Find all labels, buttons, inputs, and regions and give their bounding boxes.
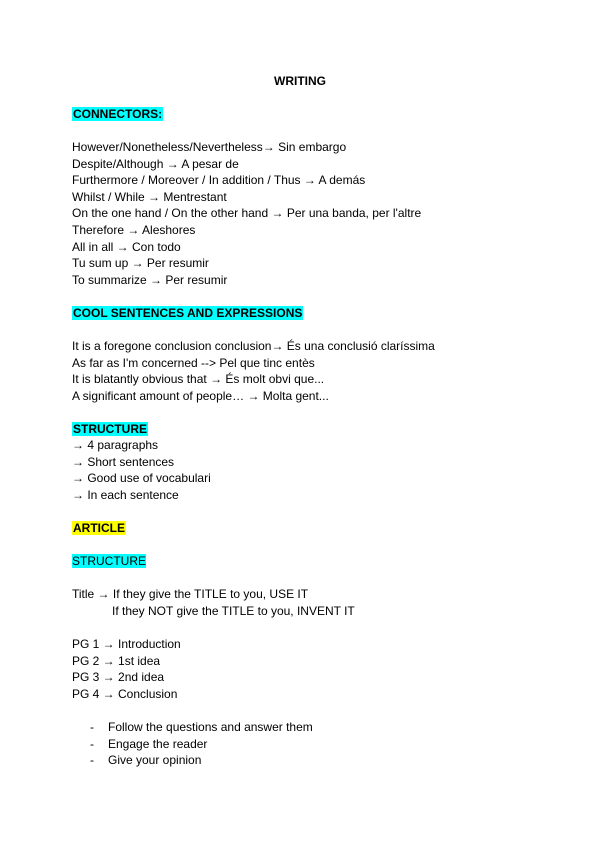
connectors-list — [72, 139, 421, 288]
expression-line: As far as I'm concerned --> Pel que tinc entès — [72, 355, 315, 370]
connector-line: However/Nonetheless/Nevertheless→ Sin embargo — [72, 140, 347, 154]
article-heading-text: ARTICLE — [73, 521, 125, 535]
connector-line: To summarize → Per resumir — [72, 272, 228, 287]
article-structure-heading-text: STRUCTURE — [72, 554, 146, 568]
dash-bullet: - — [90, 720, 94, 734]
article-structure-heading — [72, 553, 146, 569]
structure-line: → Short sentences — [72, 454, 175, 469]
structure-line: → In each sentence — [72, 487, 179, 502]
list-item — [90, 752, 313, 769]
page-title: WRITING — [274, 74, 326, 88]
dash-bullet: - — [90, 753, 94, 768]
cool-sentences-heading — [72, 305, 303, 321]
structure-line: → 4 paragraphs — [72, 438, 159, 452]
title-rule-line-1: Title → If they give the TITLE to you, USE IT — [72, 587, 309, 601]
expression-line: A significant amount of people… → Molta gent... — [72, 388, 329, 403]
connector-line: Tu sum up → Per resumir — [72, 256, 209, 271]
structure-line: → Good use of vocabulari — [72, 471, 211, 486]
paragraph-line: PG 1 → Introduction — [72, 637, 181, 651]
connector-line: Whilst / While → Mentrestant — [72, 189, 227, 204]
paragraph-plan — [72, 636, 181, 702]
list-item-text: Engage the reader — [108, 736, 208, 751]
title-rule — [72, 586, 355, 619]
list-item — [90, 736, 313, 753]
list-item — [90, 719, 313, 736]
connectors-heading — [72, 106, 163, 122]
structure-heading — [72, 421, 148, 437]
list-item-text: Give your opinion — [108, 753, 202, 768]
dash-bullet: - — [90, 736, 94, 751]
structure-list — [72, 437, 211, 503]
title-rule-line-2: If they NOT give the TITLE to you, INVENT IT — [112, 603, 355, 618]
connector-line: All in all → Con todo — [72, 239, 181, 254]
expression-line: It is a foregone conclusion conclusion→ És una conclusió claríssima — [72, 339, 435, 353]
list-item-text: Follow the questions and answer them — [108, 720, 313, 734]
expression-line: It is blatantly obvious that → És molt obvi que... — [72, 372, 325, 387]
article-heading — [72, 520, 126, 536]
cool-sentences-list — [72, 338, 435, 404]
connectors-heading-text: CONNECTORS: — [73, 107, 163, 121]
structure-heading-text: STRUCTURE — [73, 422, 147, 436]
tips-list — [90, 719, 313, 769]
paragraph-line: PG 3 → 2nd idea — [72, 670, 165, 685]
connector-line: Furthermore / Moreover / In addition / Thus → A demás — [72, 173, 366, 188]
paragraph-line: PG 2 → 1st idea — [72, 653, 161, 668]
connector-line: Therefore → Aleshores — [72, 222, 196, 237]
connector-line: On the one hand / On the other hand → Per una banda, per l'altre — [72, 206, 422, 221]
connector-line: Despite/Although → A pesar de — [72, 156, 239, 171]
cool-sentences-heading-text: COOL SENTENCES AND EXPRESSIONS — [73, 306, 303, 320]
paragraph-line: PG 4 → Conclusion — [72, 686, 178, 701]
